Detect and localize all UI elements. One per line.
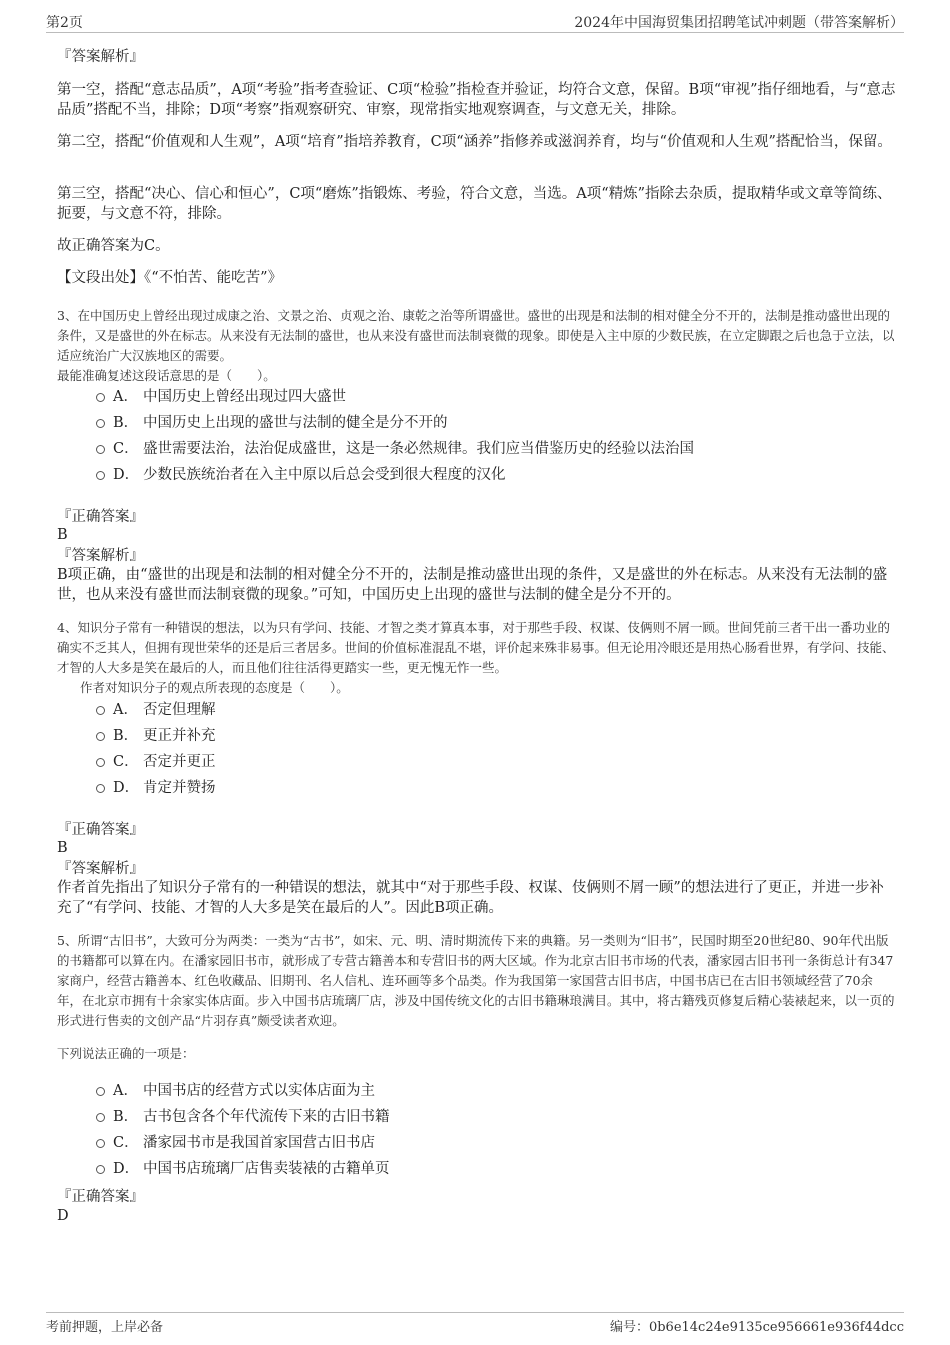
radio-icon[interactable] [96, 1139, 105, 1148]
q3-option-c[interactable]: C． 盛世需要法治，法治促成盛世，这是一条必然规律。我们应当借鉴历史的经验以法治国 [96, 439, 694, 459]
q5-option-d[interactable]: D． 中国书店琉璃厂店售卖装裱的古籍单页 [96, 1159, 390, 1179]
q4-question: 作者对知识分子的观点所表现的态度是（ ）。 [80, 680, 349, 695]
q2-analysis-p3: 第三空，搭配“决心、信心和恒心”，C项“磨炼”指锻炼、考验，符合文意，当选。A项“精炼”指除去杂质，提取精华或文章等简练、扼要，与文意不符，排除。 [57, 186, 892, 222]
radio-icon[interactable] [96, 471, 105, 480]
page-footer [46, 1312, 904, 1335]
q4-option-d[interactable]: D． 肯定并赞扬 [96, 778, 216, 798]
q4-stem: 4、知识分子常有一种错误的想法，以为只有学问、技能、才智之类才算真本事，对于那些手段、权谋、伎俩则不屑一顾。世间凭前三者干出一番功业的确实不乏其人，但拥有现世荣华的还是后三者居多。世间的价值标准混乱不堪，评价起来殊非易事。但无论用冷眼还是用热心肠看世界，有学问、技能、才智的人大多是笑在最后的人，而且他们往往活得更踏实一些，更无愧无怍一些。 [57, 620, 895, 675]
footer-slogan: 考前押题，上岸必备 [46, 1320, 164, 1335]
q5-option-a[interactable]: A． 中国书店的经营方式以实体店面为主 [96, 1081, 375, 1101]
radio-icon[interactable] [96, 732, 105, 741]
page-header [46, 10, 904, 33]
q4-analysis: 作者首先指出了知识分子常有的一种错误的想法，就其中“对于那些手段、权谋、伎俩则不屑一顾”的想法进行了更正，并进一步补充了“有学问、技能、才智的人大多是笑在最后的人”。因此B项正确。 [57, 880, 884, 916]
q3-option-d[interactable]: D． 少数民族统治者在入主中原以后总会受到很大程度的汉化 [96, 465, 506, 485]
q3-stem: 3、在中国历史上曾经出现过成康之治、文景之治、贞观之治、康乾之治等所谓盛世。盛世的出现是和法制的相对健全分不开的，法制是推动盛世出现的条件，又是盛世的外在标志。从来没有无法制的盛世，也从来没有盛世而法制衰微的现象。即使是入主中原的少数民族，在立定脚跟之后也急于立法，以适应统治广大汉族地区的需要。 [57, 308, 895, 363]
q4-option-b[interactable]: B． 更正并补充 [96, 726, 216, 746]
q2-analysis-p1: 第一空，搭配“意志品质”，A项“考验”指考查验证、C项“检验”指检查并验证，均符合文意，保留。B项“审视”指仔细地看，与“意志品质”搭配不当，排除；D项“考察”指观察研究、审察，现常指实地观察调查，与文意无关，排除。 [57, 82, 896, 118]
q4-option-a[interactable]: A． 否定但理解 [96, 700, 216, 720]
q3-analysis-label: 『答案解析』 [57, 548, 144, 564]
radio-icon[interactable] [96, 393, 105, 402]
q2-analysis-p2: 第二空，搭配“价值观和人生观”，A项“培育”指培养教育，C项“涵养”指修养或滋润养育，均与“价值观和人生观”搭配恰当，保留。 [57, 134, 892, 150]
q2-source: 【文段出处】《“不怕苦、能吃苦”》 [57, 270, 283, 286]
q4-option-c[interactable]: C． 否定并更正 [96, 752, 216, 772]
q4-analysis-label: 『答案解析』 [57, 861, 144, 877]
q3-option-b[interactable]: B． 中国历史上出现的盛世与法制的健全是分不开的 [96, 413, 448, 433]
q4-answer-label: 『正确答案』 [57, 822, 144, 838]
q4-answer: B [57, 840, 68, 856]
q5-option-b[interactable]: B． 古书包含各个年代流传下来的古旧书籍 [96, 1107, 390, 1127]
q3-option-a[interactable]: A． 中国历史上曾经出现过四大盛世 [96, 387, 346, 407]
q2-analysis-label: 『答案解析』 [57, 49, 144, 65]
q3-analysis: B项正确，由“盛世的出现是和法制的相对健全分不开的，法制是推动盛世出现的条件，又是盛世的外在标志。从来没有无法制的盛世，也从来没有盛世而法制衰微的现象。”可知，中国历史上出现的盛世与法制的健全是分不开的。 [57, 567, 888, 603]
q3-answer-label: 『正确答案』 [57, 509, 144, 525]
radio-icon[interactable] [96, 706, 105, 715]
page-number: 第2页 [46, 15, 83, 31]
q5-stem: 5、所谓“古旧书”，大致可分为两类：一类为“古书”，如宋、元、明、清时期流传下来的典籍。另一类则为“旧书”，民国时期至20世纪80、90年代出版的书籍都可以算在内。在潘家园旧书市，就形成了专营古籍善本和专营旧书的两大区域。作为北京古旧书市场的代表，潘家园古旧书刊一条街总计有347家商户，经营古籍善本、红色收藏品、旧期刊、名人信札、连环画等多个品类。作为我国第一家国营古旧书店，中国书店已在古旧书领域经营了70余年，在北京市拥有十余家实体店面。步入中国书店琉璃厂店，涉及中国传统文化的古旧书籍琳琅满目。其中，将古籍残页修复后精心装裱起来，以一页的形式进行售卖的文创产品“片羽存真”颇受读者欢迎。 [57, 933, 895, 1028]
q5-answer: D [57, 1208, 69, 1224]
q3-answer: B [57, 527, 68, 543]
radio-icon[interactable] [96, 1113, 105, 1122]
radio-icon[interactable] [96, 758, 105, 767]
document-title: 2024年中国海贸集团招聘笔试冲刺题（带答案解析） [574, 15, 904, 31]
radio-icon[interactable] [96, 419, 105, 428]
radio-icon[interactable] [96, 1165, 105, 1174]
q3-question: 最能准确复述这段话意思的是（ ）。 [57, 368, 276, 383]
radio-icon[interactable] [96, 784, 105, 793]
q5-answer-label: 『正确答案』 [57, 1189, 144, 1205]
q5-option-c[interactable]: C． 潘家园书市是我国首家国营古旧书店 [96, 1133, 375, 1153]
q5-question: 下列说法正确的一项是： [57, 1046, 195, 1061]
radio-icon[interactable] [96, 445, 105, 454]
document-id: 编号：0b6e14c24e9135ce956661e936f44dcc [609, 1320, 904, 1335]
q2-conclusion: 故正确答案为C。 [57, 238, 170, 254]
radio-icon[interactable] [96, 1087, 105, 1096]
